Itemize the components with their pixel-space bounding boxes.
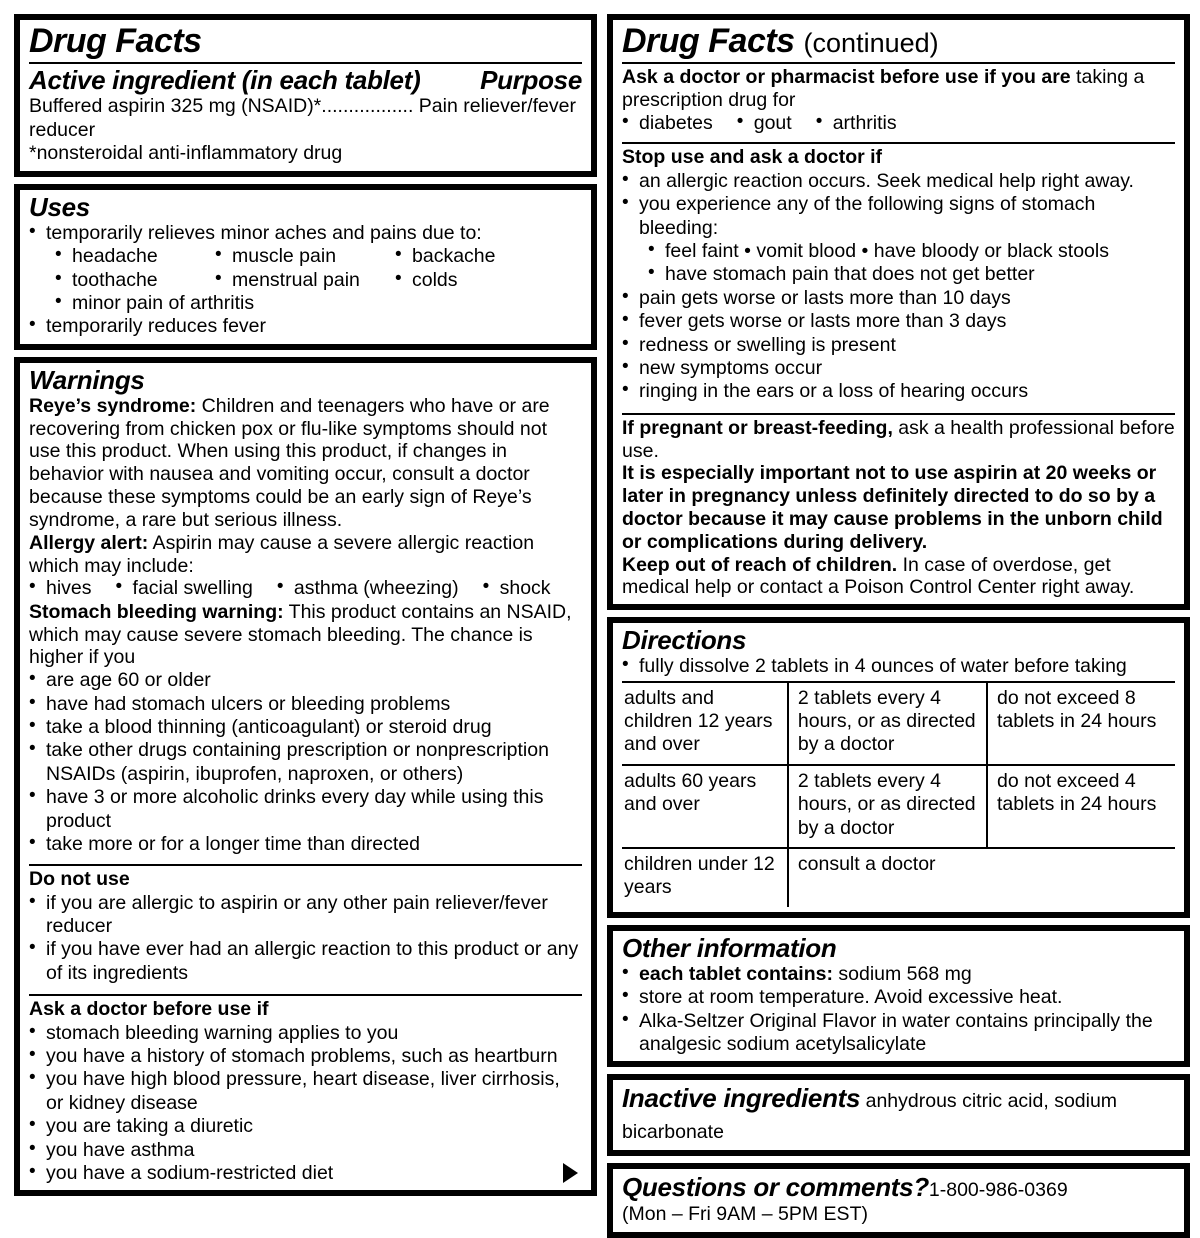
panel-uses (14, 184, 597, 350)
list-item: • new symptoms occur (622, 357, 1175, 380)
stomach-risk-list (29, 669, 582, 856)
divider (622, 62, 1175, 64)
inactive-ingredients-text: anhydrous citric acid, sodium bicarbonate (622, 1090, 1118, 1144)
pregnancy-label: If pregnant or breast-feeding, (622, 416, 893, 439)
list-item (622, 963, 1175, 986)
list-item: • if you have ever had an allergic reaction to this product or any of its ingredients (29, 938, 582, 985)
questions-phone[interactable]: 1-800-986-0369 (928, 1179, 1068, 1202)
list-item: • Alka-Seltzer Original Flavor in water contains principally the analgesic sodium acetylsalicylate (622, 1010, 1175, 1057)
allergy-symptom-list (29, 577, 582, 600)
keep-out-text: In case of overdose, get medical help or contact a Poison Control Center right away. (622, 553, 1135, 599)
inactive-ingredients-heading: Inactive ingredients (622, 1083, 861, 1114)
each-tablet-value: sodium 568 mg (832, 962, 972, 985)
left-column (14, 14, 597, 1186)
list-item: • shock (483, 577, 551, 600)
directions-table (622, 681, 1175, 907)
table-cell-age: adults and children 12 years and over (622, 682, 788, 765)
list-item: • muscle pain (215, 245, 395, 268)
panel-warnings (14, 357, 597, 1197)
list-item: • you are taking a diuretic (29, 1115, 582, 1138)
page-title-continued (622, 23, 1175, 59)
divider (29, 864, 582, 866)
list-item: • ringing in the ears or a loss of hearing occurs (622, 380, 1175, 403)
pregnancy-text: ask a health professional before use. (622, 416, 1175, 462)
panel-directions (607, 617, 1190, 918)
list-item: • temporarily relieves minor aches and pains due to: (29, 222, 582, 245)
list-item: • diabetes (622, 112, 713, 135)
each-tablet-label: each tablet contains: (639, 962, 833, 985)
do-not-use-list (29, 892, 582, 986)
questions-hours: (Mon – Fri 9AM – 5PM EST) (622, 1203, 868, 1226)
list-item: • gout (737, 112, 792, 135)
list-item: • fever gets worse or lasts more than 3 days (622, 310, 1175, 333)
allergy-alert (29, 532, 582, 578)
directions-heading: Directions (622, 625, 747, 656)
list-item: • toothache (55, 269, 215, 292)
list-item: • colds (395, 269, 458, 292)
table-cell-dose: 2 tablets every 4 hours, or as directed by a doctor (788, 765, 987, 848)
stomach-bleeding-warning (29, 601, 582, 669)
allergy-label: Allergy alert: (29, 531, 149, 554)
list-item: • hives (29, 577, 92, 600)
table-row (622, 848, 1175, 907)
pregnancy-bold-block: It is especially important not to use aspirin at 20 weeks or later in pregnancy unless definitely directed to do so by a doctor because it may cause problems in the unborn child or complications during delivery. (622, 462, 1163, 553)
divider (622, 142, 1175, 144)
list-item: • menstrual pain (215, 269, 395, 292)
purpose-heading: Purpose (480, 65, 582, 96)
uses-sub-row-1 (55, 245, 582, 268)
list-item: • store at room temperature. Avoid excessive heat. (622, 986, 1175, 1009)
title-continued-label: (continued) (803, 28, 939, 58)
list-item: • have stomach pain that does not get better (648, 263, 1175, 286)
list-item: • backache (395, 245, 495, 268)
list-item: • facial swelling (116, 577, 253, 600)
right-triangle-icon (563, 1163, 578, 1183)
other-info-list (622, 963, 1175, 1057)
reye-text: Children and teenagers who have or are recovering from chicken pox or flu-like symptoms should not use this product. When using this product, if changes in behavior with nausea and vomiting occur, consult a doctor because these symptoms could be an early sign of Reye’s syndrome, a rare but serious illness. (29, 394, 550, 531)
uses-list (29, 222, 582, 245)
stop-use-heading: Stop use and ask a doctor if (622, 146, 883, 169)
panel-questions (607, 1163, 1190, 1237)
ask-pharmacist-label: Ask a doctor or pharmacist before use if you are (622, 66, 1071, 89)
table-cell-dose: consult a doctor (788, 848, 987, 907)
directions-lead-list (622, 655, 1175, 678)
table-cell-max (987, 848, 1175, 907)
list-item: • minor pain of arthritis (55, 292, 582, 315)
list-item: • have 3 or more alcoholic drinks every day while using this product (29, 786, 582, 833)
keep-out-label: Keep out of reach of children. (622, 553, 898, 576)
list-item: • are age 60 or older (29, 669, 582, 692)
table-cell-age: adults 60 years and over (622, 765, 788, 848)
do-not-use-heading: Do not use (29, 868, 130, 891)
list-item: • you experience any of the following signs of stomach bleeding: (622, 193, 1175, 240)
list-item: • stomach bleeding warning applies to you (29, 1022, 582, 1045)
ask-doctor-heading: Ask a doctor before use if (29, 998, 269, 1021)
warnings-heading: Warnings (29, 364, 145, 395)
list-item: • asthma (wheezing) (277, 577, 459, 600)
table-cell-max: do not exceed 8 tablets in 24 hours (987, 682, 1175, 765)
stop-use-list (622, 170, 1175, 404)
list-item: • if you are allergic to aspirin or any other pain reliever/fever reducer (29, 892, 582, 939)
list-item: • you have a history of stomach problems, such as heartburn (29, 1045, 582, 1068)
page-title: Drug Facts (29, 22, 202, 60)
list-item: • feel faint • vomit blood • have bloody or black stools (648, 240, 1175, 263)
list-item: • headache (55, 245, 215, 268)
panel-continued (607, 14, 1190, 610)
other-info-heading: Other information (622, 932, 837, 963)
list-item: • arthritis (816, 112, 897, 135)
questions-heading: Questions or comments? (622, 1172, 929, 1203)
reye-label: Reye’s syndrome: (29, 394, 197, 417)
questions-block (622, 1172, 1175, 1203)
list-item: • have had stomach ulcers or bleeding problems (29, 693, 582, 716)
divider (622, 413, 1175, 415)
table-row (622, 765, 1175, 848)
list-item: • fully dissolve 2 tablets in 4 ounces of water before taking (622, 655, 1175, 678)
list-item: • temporarily reduces fever (29, 315, 582, 338)
active-ingredient-line: Buffered aspirin 325 mg (NSAID)*................. Pain reliever/fever reducer (29, 95, 576, 141)
panel-inactive-ingredients (607, 1074, 1190, 1156)
divider (29, 994, 582, 996)
title-text: Drug Facts (622, 22, 795, 60)
list-item: • redness or swelling is present (622, 334, 1175, 357)
list-item: • you have asthma (29, 1139, 582, 1162)
active-ingredient-heading-row (29, 66, 582, 95)
table-row (622, 682, 1175, 765)
table-cell-max: do not exceed 4 tablets in 24 hours (987, 765, 1175, 848)
uses-sub-row-2 (55, 269, 582, 292)
uses-last (29, 315, 582, 338)
uses-sub-row-3 (29, 292, 582, 315)
table-cell-age: children under 12 years (622, 848, 788, 907)
table-cell-dose: 2 tablets every 4 hours, or as directed by a doctor (788, 682, 987, 765)
inactive-ingredients-block (622, 1083, 1175, 1145)
list-item: • take more or for a longer time than directed (29, 833, 582, 856)
pregnancy-warning (622, 417, 1175, 463)
right-column (607, 14, 1190, 1226)
keep-out-of-reach (622, 554, 1175, 600)
ask-pharmacist-block (622, 66, 1175, 112)
ask-pharmacist-text: taking a prescription drug for (622, 66, 1145, 112)
divider (29, 62, 582, 64)
list-item: • you have high blood pressure, heart disease, liver cirrhosis, or kidney disease (29, 1068, 582, 1115)
ask-pharmacist-list (622, 112, 1175, 135)
panel-other-information (607, 925, 1190, 1068)
panel-active-ingredient (14, 14, 597, 177)
active-ingredient-heading: Active ingredient (in each tablet) (29, 65, 421, 96)
uses-heading: Uses (29, 191, 90, 222)
allergy-text: Aspirin may cause a severe allergic reaction which may include: (29, 531, 535, 577)
ask-doctor-list (29, 1022, 582, 1186)
active-ingredient-footnote: *nonsteroidal anti-inflammatory drug (29, 142, 343, 165)
list-item: • take a blood thinning (anticoagulant) or steroid drug (29, 716, 582, 739)
reye-syndrome-warning (29, 395, 582, 532)
list-item: • take other drugs containing prescription or nonprescription NSAIDs (aspirin, ibuprofen, naproxen, or others) (29, 739, 582, 786)
list-item: • you have a sodium-restricted diet (29, 1162, 582, 1185)
list-item: • an allergic reaction occurs. Seek medical help right away. (622, 170, 1175, 193)
list-item: • pain gets worse or lasts more than 10 days (622, 287, 1175, 310)
stomach-label: Stomach bleeding warning: (29, 600, 284, 623)
stomach-text: This product contains an NSAID, which may cause severe stomach bleeding. The chance is higher if you (29, 600, 572, 669)
